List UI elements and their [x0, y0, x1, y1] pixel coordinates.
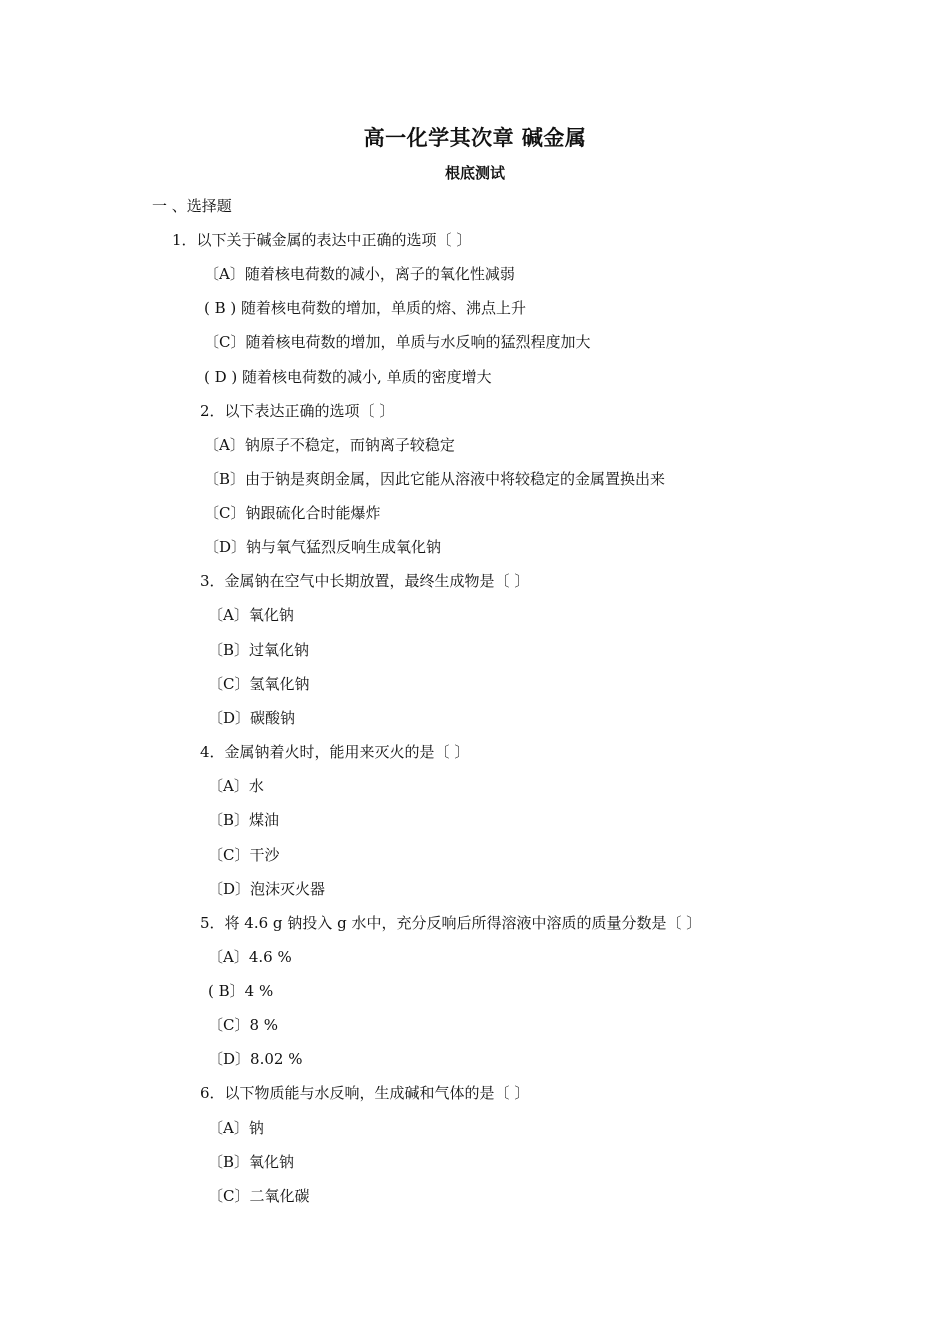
question-2: 2．以下表达正确的选项〔 〕 — [200, 402, 395, 420]
option-5a: 〔A〕4.6 % — [208, 948, 292, 966]
option-1d: ( D ) 随着核电荷数的减小, 单质的密度增大 — [204, 368, 492, 386]
option-3d: 〔D〕碳酸钠 — [208, 709, 296, 727]
question-3: 3．金属钠在空气中长期放置，最终生成物是〔 〕 — [200, 572, 530, 590]
option-6a: 〔A〕钠 — [208, 1119, 264, 1137]
option-2b: 〔B〕由于钠是爽朗金属，因此它能从溶液中将较稳定的金属置换出来 — [204, 470, 666, 488]
document-subtitle: 根底测试 — [444, 164, 505, 182]
option-3a: 〔A〕氧化钠 — [208, 606, 294, 624]
option-4c: 〔C〕干沙 — [208, 846, 280, 864]
question-5: 5．将 4.6 g 钠投入 g 水中，充分反响后所得溶液中溶质的质量分数是〔 〕 — [200, 914, 702, 932]
option-2c: 〔C〕钠跟硫化合时能爆炸 — [204, 504, 381, 522]
option-4d: 〔D〕泡沫灭火器 — [208, 880, 326, 898]
option-4a: 〔A〕水 — [208, 777, 264, 795]
option-6c: 〔C〕二氧化碳 — [208, 1187, 310, 1205]
option-3c: 〔C〕氢氧化钠 — [208, 675, 310, 693]
question-6: 6．以下物质能与水反响，生成碱和气体的是〔 〕 — [200, 1084, 530, 1102]
question-1: 1．以下关于碱金属的表达中正确的选项〔 〕 — [172, 231, 472, 249]
option-1b: ( B ) 随着核电荷数的增加，单质的熔、沸点上升 — [204, 299, 527, 317]
question-4: 4．金属钠着火时，能用来灭火的是〔 〕 — [200, 743, 470, 761]
option-4b: 〔B〕煤油 — [208, 811, 280, 829]
option-5d: 〔D〕8.02 % — [208, 1050, 303, 1068]
option-6b: 〔B〕氧化钠 — [208, 1153, 295, 1171]
option-5c: 〔C〕8 % — [208, 1016, 279, 1034]
option-2d: 〔D〕钠与氧气猛烈反响生成氧化钠 — [204, 538, 442, 556]
option-3b: 〔B〕过氧化钠 — [208, 641, 310, 659]
option-5b: ( B〕4 % — [208, 982, 274, 1000]
document-title: 高一化学其次章 碱金属 — [363, 125, 587, 150]
option-2a: 〔A〕钠原子不稳定，而钠离子较稳定 — [204, 436, 455, 454]
option-1a: 〔A〕随着核电荷数的减小，离子的氧化性减弱 — [204, 265, 515, 283]
section-heading: 一 、选择题 — [152, 197, 232, 215]
option-1c: 〔C〕随着核电荷数的增加，单质与水反响的猛烈程度加大 — [204, 333, 591, 351]
